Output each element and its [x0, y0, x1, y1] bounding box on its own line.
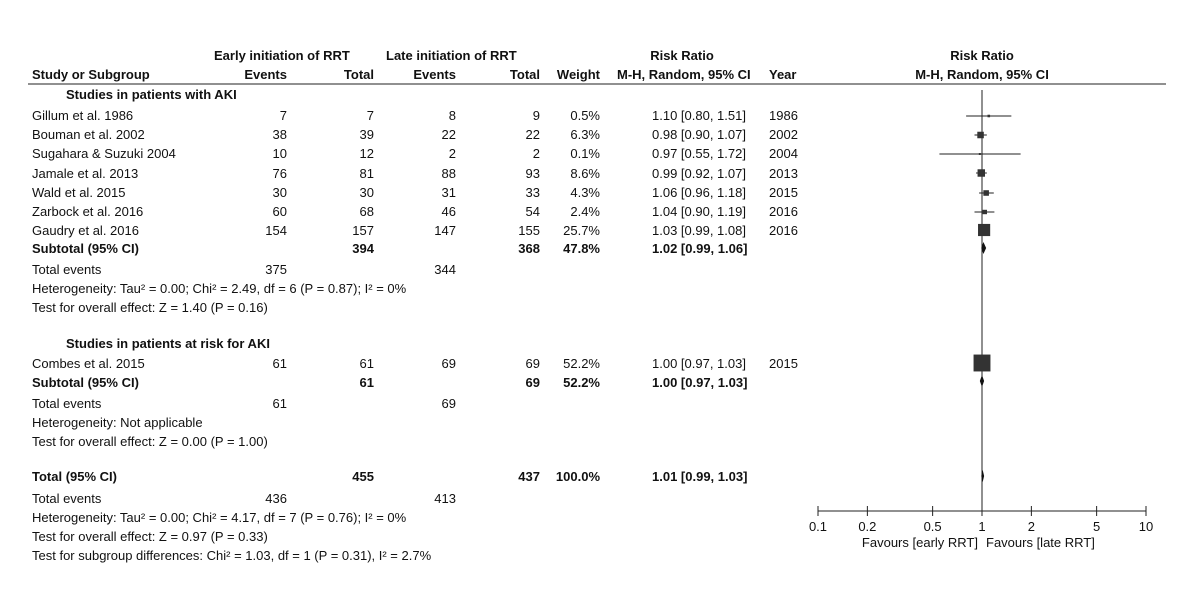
overall-effect1: Test for overall effect: Z = 1.40 (P = 0.16) — [32, 300, 268, 315]
cell-t2: 54 — [525, 204, 540, 219]
col-events1-header: Events — [244, 67, 287, 82]
cell-e2: 88 — [441, 165, 456, 181]
cell-e1: 154 — [265, 223, 287, 239]
rr-table-title: Risk Ratio — [650, 48, 714, 63]
overall-weight: 100.0% — [555, 469, 600, 484]
overall-ci: 1.01 [0.99, 1.03] — [652, 469, 748, 484]
plot-marks — [939, 90, 1020, 511]
cell-e1: 61 — [272, 356, 287, 371]
cell-t2: 33 — [525, 184, 540, 200]
cell-ci: 1.10 [0.80, 1.51] — [652, 108, 746, 123]
subtotal2-total2: 69 — [525, 375, 540, 390]
cell-name: Sugahara & Suzuki 2004 — [32, 146, 176, 162]
cell-weight: 8.6% — [570, 165, 600, 181]
overall-total-events-early: 436 — [265, 491, 287, 506]
col-events2-header: Events — [413, 67, 456, 82]
heterogeneity1: Heterogeneity: Tau² = 0.00; Chi² = 2.49, df = 6 (P = 0.87); I² = 0% — [32, 281, 407, 296]
cell-e1: 38 — [272, 127, 287, 143]
cell-t2: 93 — [525, 165, 540, 181]
favours-right-label: Favours [late RRT] — [986, 535, 1095, 550]
col-weight-header: Weight — [556, 67, 600, 82]
cell-e1: 30 — [272, 184, 287, 200]
cell-ci: 1.04 [0.90, 1.19] — [652, 204, 746, 219]
cell-t2: 69 — [525, 356, 540, 371]
study-marker — [979, 153, 981, 155]
cell-t1: 7 — [366, 108, 374, 123]
cell-year: 2004 — [769, 146, 798, 162]
cell-ci: 1.06 [0.96, 1.18] — [652, 184, 746, 200]
heterogeneity2: Heterogeneity: Not applicable — [32, 415, 203, 430]
col-total2-header: Total — [509, 67, 540, 82]
cell-ci: 1.00 [0.97, 1.03] — [652, 356, 746, 371]
cell-year: 1986 — [769, 108, 798, 123]
cell-weight: 4.3% — [570, 184, 600, 200]
cell-year: 2016 — [769, 204, 798, 219]
total-events2-late: 69 — [441, 396, 456, 411]
x-tick-label: 2 — [1027, 519, 1035, 534]
cell-e1: 60 — [272, 204, 287, 219]
x-tick-label: 0.1 — [808, 519, 828, 534]
subgroup2-title: Studies in patients at risk for AKI — [66, 336, 270, 351]
subgroup-differences-test: Test for subgroup differences: Chi² = 1.03, df = 1 (P = 0.31), I² = 2.7% — [32, 548, 432, 563]
cell-e2: 46 — [441, 204, 456, 219]
subtotal1-total2: 368 — [518, 241, 540, 256]
cell-e2: 147 — [434, 223, 456, 239]
cell-weight: 2.4% — [570, 204, 600, 219]
cell-t1: 39 — [359, 127, 374, 143]
cell-year: 2015 — [769, 356, 798, 371]
x-tick-label: 5 — [1093, 519, 1101, 534]
overall-total1: 455 — [352, 469, 374, 484]
cell-weight: 0.5% — [570, 108, 600, 123]
col-ci-header: M-H, Random, 95% CI — [617, 67, 751, 82]
subtotal1-label: Subtotal (95% CI) — [32, 241, 139, 256]
group1-header: Early initiation of RRT — [214, 48, 350, 63]
cell-e1: 76 — [272, 165, 287, 181]
x-tick-label: 10 — [1138, 519, 1154, 534]
cell-name: Jamale et al. 2013 — [32, 165, 139, 181]
overall-heterogeneity: Heterogeneity: Tau² = 0.00; Chi² = 4.17, df = 7 (P = 0.76); I² = 0% — [32, 510, 407, 525]
cell-t2: 2 — [532, 146, 540, 162]
subtotal2-weight: 52.2% — [563, 375, 600, 390]
cell-name: Gillum et al. 1986 — [32, 108, 134, 123]
cell-e2: 8 — [448, 108, 456, 123]
total-events2-label: Total events — [32, 396, 102, 411]
col-ci-plot-header: M-H, Random, 95% CI — [915, 67, 1049, 82]
col-year-header: Year — [769, 67, 797, 82]
cell-ci: 1.03 [0.99, 1.08] — [652, 223, 746, 239]
cell-e1: 7 — [279, 108, 287, 123]
subtotal1-total1: 394 — [352, 241, 374, 256]
subtotal2-ci: 1.00 [0.97, 1.03] — [652, 375, 748, 390]
cell-t1: 68 — [359, 204, 374, 219]
cell-weight: 0.1% — [570, 146, 600, 162]
subgroup1-title: Studies in patients with AKI — [66, 87, 237, 102]
subtotal1-ci: 1.02 [0.99, 1.06] — [652, 241, 748, 256]
total-events1-label: Total events — [32, 262, 102, 277]
study-marker — [977, 132, 984, 139]
cell-ci: 0.99 [0.92, 1.07] — [652, 165, 746, 181]
total-events1-late: 344 — [434, 262, 456, 277]
cell-t2: 155 — [518, 223, 540, 239]
cell-t2: 22 — [525, 127, 540, 143]
total-events2-early: 61 — [272, 396, 287, 411]
study-marker — [974, 355, 991, 372]
cell-e2: 22 — [441, 127, 456, 143]
study-marker — [978, 224, 990, 236]
overall-effect2: Test for overall effect: Z = 0.00 (P = 1.00) — [32, 434, 268, 449]
overall-total-events-label: Total events — [32, 491, 102, 506]
cell-weight: 52.2% — [563, 356, 600, 371]
study-marker — [983, 190, 989, 196]
cell-name: Combes et al. 2015 — [32, 356, 145, 371]
cell-e2: 69 — [441, 356, 456, 371]
subtotal2-label: Subtotal (95% CI) — [32, 375, 139, 390]
cell-t2: 9 — [532, 108, 540, 123]
cell-name: Zarbock et al. 2016 — [32, 204, 144, 219]
study-marker — [983, 210, 987, 214]
x-tick-label: 0.2 — [858, 519, 877, 534]
cell-t1: 81 — [359, 165, 374, 181]
cell-weight: 25.7% — [563, 223, 600, 239]
x-axis — [809, 506, 1153, 550]
cell-name: Bouman et al. 2002 — [32, 127, 145, 143]
cell-weight: 6.3% — [570, 127, 600, 143]
cell-t1: 30 — [359, 184, 374, 200]
overall-label: Total (95% CI) — [32, 469, 117, 484]
cell-name: Wald et al. 2015 — [32, 184, 126, 200]
overall-effect-test: Test for overall effect: Z = 0.97 (P = 0.33) — [32, 529, 268, 544]
favours-left-label: Favours [early RRT] — [861, 535, 978, 550]
cell-e2: 31 — [441, 184, 456, 200]
cell-year: 2015 — [769, 184, 798, 200]
cell-e2: 2 — [448, 146, 456, 162]
cell-t1: 157 — [352, 223, 374, 239]
x-tick-label: 1 — [978, 519, 986, 534]
study-marker — [988, 115, 991, 118]
col-study-header: Study or Subgroup — [32, 67, 150, 82]
cell-name: Gaudry et al. 2016 — [32, 223, 139, 239]
x-tick-label: 0.5 — [923, 519, 942, 534]
overall-total-events-late: 413 — [434, 491, 456, 506]
cell-ci: 0.98 [0.90, 1.07] — [652, 127, 746, 143]
subtotal2-total1: 61 — [359, 375, 374, 390]
cell-year: 2002 — [769, 127, 798, 143]
cell-year: 2013 — [769, 165, 798, 181]
overall-total2: 437 — [518, 469, 540, 484]
cell-t1: 61 — [359, 356, 374, 371]
cell-t1: 12 — [359, 146, 374, 162]
subtotal1-weight: 47.8% — [563, 241, 600, 256]
cell-e1: 10 — [272, 146, 287, 162]
cell-year: 2016 — [769, 223, 798, 239]
cell-ci: 0.97 [0.55, 1.72] — [652, 146, 746, 162]
summary-diamond — [980, 375, 984, 387]
total-events1-early: 375 — [265, 262, 287, 277]
rr-plot-title: Risk Ratio — [950, 48, 1014, 63]
group2-header: Late initiation of RRT — [386, 48, 517, 63]
study-marker — [978, 169, 985, 176]
col-total1-header: Total — [343, 67, 374, 82]
